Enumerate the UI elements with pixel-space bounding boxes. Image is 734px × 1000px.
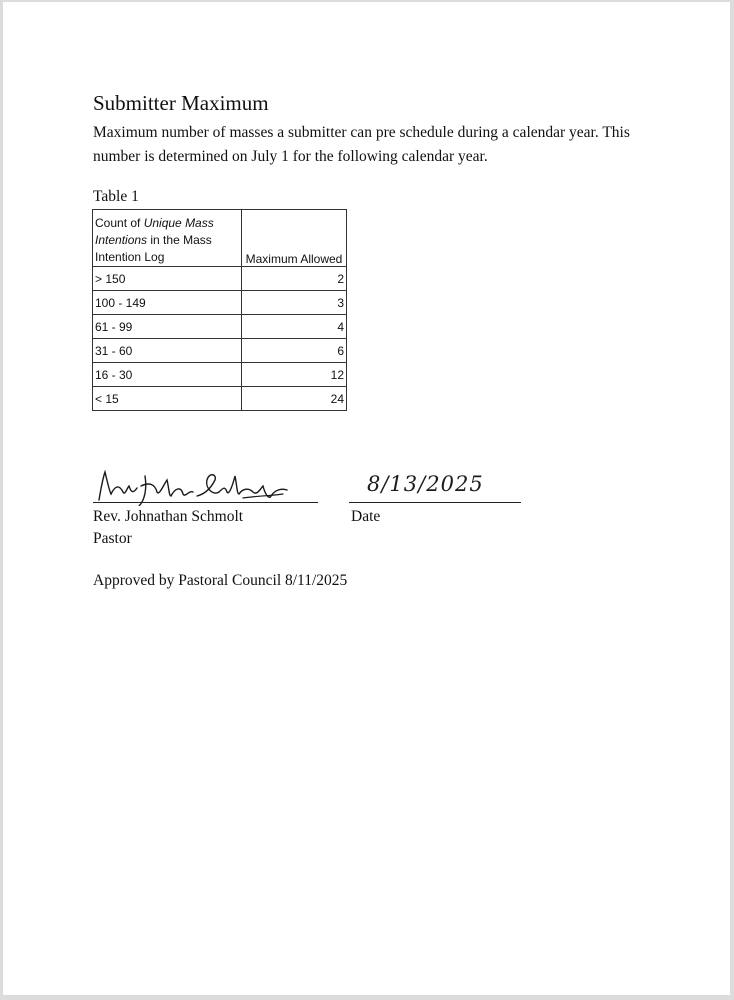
date-label: Date — [351, 508, 381, 525]
header-count-of-intentions: Count of Unique Mass Intentions in the Mass Intention Log — [93, 210, 242, 267]
date-line — [349, 502, 521, 503]
document-description: Maximum number of masses a submitter can pre schedule during a calendar year. This number is determined on July 1 for the following calendar year. — [93, 124, 630, 165]
max-cell: 4 — [242, 315, 347, 339]
table-row — [93, 291, 347, 315]
range-cell: 100 - 149 — [93, 291, 242, 315]
table-caption: Table 1 — [93, 188, 139, 205]
table-row — [93, 339, 347, 363]
signature-line — [93, 502, 318, 503]
range-cell: 16 - 30 — [93, 363, 242, 387]
signer-role: Pastor — [93, 530, 132, 547]
handwritten-date: 8/13/2025 — [367, 472, 484, 496]
table-row — [93, 315, 347, 339]
approval-note: Approved by Pastoral Council 8/11/2025 — [93, 572, 348, 589]
header-maximum-allowed: Maximum Allowed — [242, 210, 347, 267]
maximum-allowed-table — [92, 209, 347, 411]
table-row — [93, 267, 347, 291]
document-page — [3, 2, 730, 995]
handwritten-signature — [93, 466, 293, 506]
max-cell: 2 — [242, 267, 347, 291]
range-cell: > 150 — [93, 267, 242, 291]
table-header-row — [93, 210, 347, 267]
document-title: Submitter Maximum — [93, 91, 269, 115]
range-cell: < 15 — [93, 387, 242, 411]
table-row — [93, 387, 347, 411]
max-cell: 24 — [242, 387, 347, 411]
range-cell: 31 - 60 — [93, 339, 242, 363]
max-cell: 3 — [242, 291, 347, 315]
table-row — [93, 363, 347, 387]
signer-name: Rev. Johnathan Schmolt — [93, 508, 244, 525]
range-cell: 61 - 99 — [93, 315, 242, 339]
max-cell: 6 — [242, 339, 347, 363]
max-cell: 12 — [242, 363, 347, 387]
